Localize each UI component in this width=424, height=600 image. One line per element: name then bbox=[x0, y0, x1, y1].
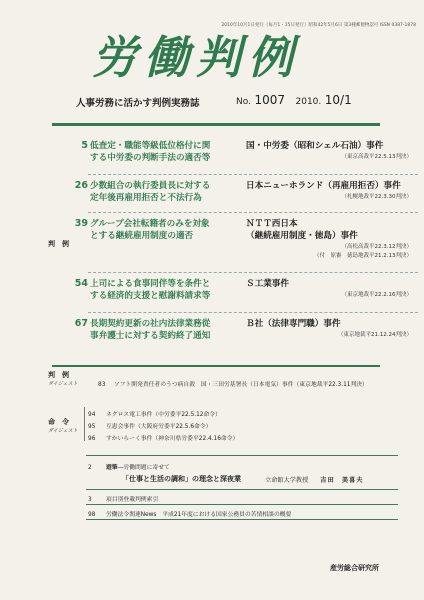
case-name-line: 国・中労委（昭和シェル石油）事件 bbox=[246, 141, 384, 151]
digest-text: ソフト開発責任者のうつ病自殺 国・三田労基署長（日本電気）事件（東京地裁平22.3.11判決） bbox=[113, 382, 368, 388]
order-page: 94 bbox=[88, 412, 96, 418]
order-item bbox=[88, 421, 211, 430]
middle-rule bbox=[52, 365, 380, 367]
case-name bbox=[246, 278, 416, 290]
divider-line bbox=[86, 489, 398, 490]
case-court: （東京地裁平21.12.24判決） bbox=[338, 332, 412, 338]
case-separator bbox=[88, 312, 418, 313]
case-name bbox=[246, 318, 416, 330]
case-name bbox=[246, 180, 416, 192]
orders-bracket bbox=[84, 407, 85, 441]
issue-number bbox=[236, 93, 352, 107]
case-court: （高松高裁平22.3.12判決） bbox=[341, 244, 412, 250]
publisher: 産労総合研究所 bbox=[330, 564, 379, 572]
misc-text: 項目別登載判例索引 bbox=[106, 497, 159, 503]
case-court: （東京地裁平22.2.16判決） bbox=[341, 292, 412, 298]
issue-no: 1007 bbox=[254, 93, 285, 107]
order-page: 95 bbox=[88, 424, 96, 430]
divider-line bbox=[86, 455, 398, 456]
misc-item bbox=[88, 462, 170, 471]
misc-item bbox=[88, 494, 158, 503]
digest-item bbox=[98, 379, 368, 388]
case-name bbox=[246, 140, 416, 152]
case-court: （東京高裁平22.5.13判決） bbox=[341, 154, 412, 160]
case-page: 5 bbox=[81, 140, 88, 151]
divider-line bbox=[86, 519, 398, 520]
misc-page: 98 bbox=[88, 512, 96, 518]
misc-title: 遊筆 bbox=[106, 465, 118, 471]
issue-year: 2010. bbox=[295, 97, 322, 107]
case-page: 39 bbox=[74, 218, 88, 229]
case-page: 67 bbox=[74, 318, 88, 329]
case-name-line: ＮＴＴ西日本 bbox=[246, 219, 298, 229]
case-separator bbox=[88, 212, 418, 213]
case-page: 54 bbox=[74, 278, 88, 289]
case-title-line: グループ会社転籍者のみを対象 bbox=[90, 219, 210, 229]
case-title bbox=[90, 140, 240, 164]
case-name-line: 日本ニューホランド（再雇用拒否）事件 bbox=[246, 181, 401, 191]
misc-page: 2 bbox=[88, 465, 92, 471]
issue-no-label: No. bbox=[236, 97, 251, 107]
case-name-line: Ｂ社（法律専門職）事件 bbox=[246, 319, 341, 329]
case-title bbox=[90, 278, 240, 302]
case-separator bbox=[88, 272, 418, 273]
order-item bbox=[88, 433, 238, 442]
case-court: （付 原審 徳島地裁平21.2.13判決） bbox=[314, 253, 412, 259]
case-title bbox=[90, 318, 240, 342]
case-title bbox=[90, 180, 240, 204]
case-court: （札幌地裁平22.3.30判決） bbox=[341, 194, 412, 200]
case-title bbox=[90, 218, 240, 242]
section-label-digest bbox=[48, 371, 78, 389]
case-name-line: （継続雇用制度・徳島）事件 bbox=[246, 231, 358, 241]
case-title-line: する経済的支援と慰謝料請求等 bbox=[90, 291, 211, 301]
case-title-line: 事弁護士に対する契約終了通知 bbox=[90, 331, 211, 341]
digest-sublabel: ダイジェスト bbox=[48, 381, 78, 387]
order-text: ネグロス電工事件（中労委平22.5.12命令） bbox=[106, 412, 221, 418]
misc-text: 労働法令関連News 平成21年度における国家公務員の苦情相談の概要 bbox=[106, 512, 292, 518]
masthead-title: 労働判例 bbox=[92, 31, 301, 84]
case-title-line: 長期契約更新の社内法律業務從 bbox=[90, 319, 211, 329]
divider-line bbox=[86, 504, 398, 505]
publication-info: 2010年10月1日発行（毎月1・15日発行）昭和42年5月6日 第3種郵便物認可 ISSN 0387-1878 bbox=[221, 23, 416, 28]
case-title-line: 定年後再雇用拒否と不法行為 bbox=[90, 193, 202, 203]
case-title-line: 低査定・職能等級低位格付に関 bbox=[90, 141, 211, 151]
orders-sublabel: ダイジェスト bbox=[48, 428, 78, 434]
misc-page: 3 bbox=[88, 497, 92, 503]
digest-page: 83 bbox=[98, 382, 106, 388]
section-label-cases: 判 例 bbox=[48, 240, 69, 248]
case-title-line: 上司による食事同伴等を条件と bbox=[90, 279, 211, 289]
section-label-orders bbox=[48, 418, 78, 436]
author-affiliation: 立命館大学教授 bbox=[265, 477, 309, 484]
order-item bbox=[88, 409, 221, 418]
essay-author bbox=[265, 475, 363, 484]
case-page: 26 bbox=[74, 180, 88, 191]
case-name bbox=[246, 218, 416, 242]
subtitle: 人事労務に活かす判例実務誌 bbox=[76, 98, 200, 109]
misc-text: ―労働問題に寄せて bbox=[117, 465, 170, 471]
case-name-line: Ｓ工業事件 bbox=[246, 279, 289, 289]
case-title-line: する中労委の判断手法の適否等 bbox=[90, 153, 211, 163]
misc-item bbox=[88, 509, 291, 518]
order-text: 互恵会事件（大阪府労委平22.5.6命令） bbox=[106, 424, 212, 430]
order-text: すかいらーく事件（神奈川県労委平22.4.16命令） bbox=[106, 436, 239, 442]
case-title-line: 少数組合の執行委員長に対する bbox=[90, 181, 211, 191]
top-rule bbox=[52, 123, 380, 126]
author-name: 吉田 美喜夫 bbox=[320, 477, 364, 484]
orders-label: 命 令 bbox=[48, 418, 69, 426]
digest-label: 判 例 bbox=[48, 371, 69, 379]
case-separator bbox=[88, 174, 418, 175]
case-title-line: とする継続雇用制度の適否 bbox=[90, 231, 194, 241]
order-page: 96 bbox=[88, 436, 96, 442]
issue-date: 10/1 bbox=[324, 93, 352, 107]
essay-title: 「仕事と生活の調和」の理念と深夜業 bbox=[122, 475, 241, 483]
